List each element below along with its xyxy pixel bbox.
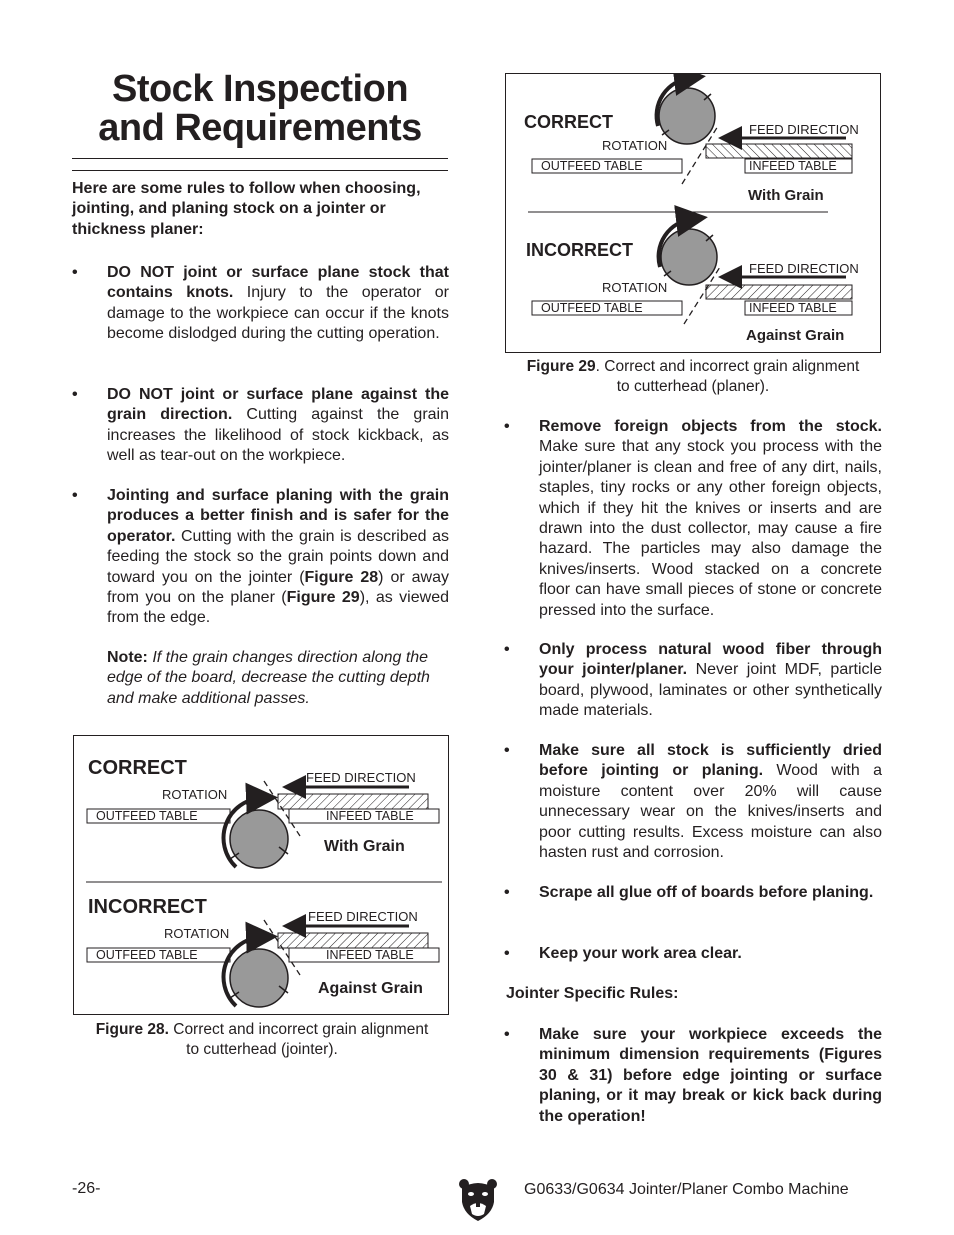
footer-model: G0633/G0634 Jointer/Planer Combo Machine	[524, 1181, 849, 1198]
fig29-with-grain: With Grain	[748, 187, 824, 204]
note-label: Note:	[107, 649, 148, 666]
bullet-text: Jointing and surface planing with the grain produces a better finish and is safer for the operator. Cutting with the grain is described as feeding the stock so the grain points down and toward you on the jointer (Figure 28) or away from you on the planer (Figure 29), as viewed from the edge.	[107, 487, 449, 627]
figure-28-caption	[72, 1020, 452, 1060]
fig29-rotation-label-2: ROTATION	[602, 280, 668, 295]
fig28-outfeed-label-2: OUTFEED TABLE	[96, 948, 198, 962]
figure-29-ref: Figure 29	[286, 589, 360, 607]
fig29-outfeed-label: OUTFEED TABLE	[541, 159, 643, 173]
fig29-correct-label: CORRECT	[524, 112, 613, 132]
fig29-rotation-label: ROTATION	[602, 138, 668, 153]
bullet-dot: •	[504, 418, 510, 435]
jointer-rules-heading: Jointer Specific Rules:	[506, 985, 679, 1002]
figure-28	[73, 735, 449, 1015]
title-rule-top	[72, 158, 448, 159]
figure-28-ref: Figure 28	[304, 568, 379, 586]
bullet-text: Remove foreign objects from the stock. Make sure that any stock you process with the jointer/planer is clean and free of any dirt, nails, staples, tiny rocks or any other foreign objects, which if they hit the knives or inserts and are drawn into the dust collector, may cause a fire hazard. The particles may also damage the knives/inserts. Wood stacked on a concrete floor can have small pieces of stone or concrete pressed into the surface.	[539, 418, 882, 619]
fig28-incorrect-label: INCORRECT	[88, 896, 207, 918]
fig29-workpiece-correct	[706, 144, 852, 158]
bullet-text: Only process natural wood fiber through your jointer/planer. Never joint MDF, particle board, plywood, laminates or other synthetically made materials.	[539, 641, 883, 720]
caption-line-1: Figure 28. Correct and incorrect grain alignment	[95, 1021, 429, 1038]
bear-logo-icon	[458, 1176, 498, 1222]
bullet-dot: •	[504, 884, 510, 901]
fig28-rotation-label: ROTATION	[162, 787, 228, 802]
page-number: -26-	[72, 1180, 101, 1197]
fig28-correct-label: CORRECT	[88, 757, 187, 779]
figure-29-diagram	[506, 74, 880, 352]
bullet-dot: •	[504, 1026, 510, 1043]
bullet-text: Scrape all glue off of boards before planing.	[539, 884, 874, 901]
fig29-outfeed-label-2: OUTFEED TABLE	[541, 301, 643, 315]
fig28-workpiece-correct	[278, 794, 428, 809]
bullet-text: DO NOT joint or surface plane against the grain direction. Cutting against the grain increases the likelihood of stock kickback, as well as tear-out on the workpiece.	[107, 386, 449, 465]
fig28-with-grain: With Grain	[324, 838, 405, 855]
fig29-incorrect-label: INCORRECT	[526, 240, 633, 260]
fig28-cutterhead	[230, 810, 288, 868]
title-line-1: Stock Inspection	[111, 68, 409, 110]
intro-paragraph: Here are some rules to follow when choosing, jointing, and planing stock on a jointer or thickness planer:	[72, 180, 421, 238]
bullet-dot: •	[72, 264, 78, 281]
fig29-feed-label-2: FEED DIRECTION	[749, 261, 859, 276]
caption-line-2: to cutterhead (planer).	[616, 378, 770, 395]
bullet-text: Make sure all stock is sufficiently dried before jointing or planing. Wood with a moisture content over 20% will cause unnecessary wear on the knives/inserts and poor cutting results. Excess moisture can also hasten rust and corrosion.	[539, 742, 882, 862]
caption-line-1: Figure 29. Correct and incorrect grain alignment	[526, 358, 860, 375]
fig28-against-grain: Against Grain	[318, 980, 423, 997]
fig29-against-grain: Against Grain	[746, 327, 845, 344]
bullet-dot: •	[72, 386, 78, 403]
fig29-feed-label: FEED DIRECTION	[749, 122, 859, 137]
bullet-text: Make sure your workpiece exceeds the minimum dimension requirements (Figures 30 & 31) before edge jointing or surface planing, or it may break or kick back during the operation!	[539, 1026, 882, 1125]
figure-29-caption	[503, 357, 883, 397]
fig28-outfeed-label: OUTFEED TABLE	[96, 809, 198, 823]
fig28-rotation-label-2: ROTATION	[164, 926, 230, 941]
bullet-text: DO NOT joint or surface plane stock that contains knots. Injury to the operator or damage to the workpiece can occur if the knots become dislodged during the cutting operation.	[107, 264, 449, 343]
bullet-dot: •	[504, 641, 510, 658]
fig29-cutterhead-2	[661, 229, 717, 285]
fig28-cutterhead-2	[230, 949, 288, 1007]
title-line-2: and Requirements	[98, 107, 422, 149]
bullet-dot: •	[504, 742, 510, 759]
fig29-workpiece-incorrect	[706, 285, 852, 299]
fig28-feed-label: FEED DIRECTION	[306, 770, 416, 785]
fig29-infeed-label-2: INFEED TABLE	[749, 301, 837, 315]
note-paragraph	[107, 648, 450, 709]
fig29-cutterhead	[659, 88, 715, 144]
figure-28-diagram	[74, 736, 448, 1014]
figure-29	[505, 73, 881, 353]
title-rule-bottom	[72, 170, 448, 171]
caption-line-2: to cutterhead (jointer).	[186, 1041, 338, 1058]
fig28-workpiece-incorrect	[278, 933, 428, 948]
fig28-infeed-label-2: INFEED TABLE	[326, 948, 414, 962]
fig28-feed-label-2: FEED DIRECTION	[308, 909, 418, 924]
note-text: If the grain changes direction along the edge of the board, decrease the cutting depth and make additional passes.	[107, 649, 430, 707]
fig29-infeed-label: INFEED TABLE	[749, 159, 837, 173]
bullet-text: Keep your work area clear.	[539, 945, 742, 962]
page-title	[72, 70, 448, 148]
fig28-infeed-label: INFEED TABLE	[326, 809, 414, 823]
bullet-dot: •	[504, 945, 510, 962]
bullet-dot: •	[72, 487, 78, 504]
